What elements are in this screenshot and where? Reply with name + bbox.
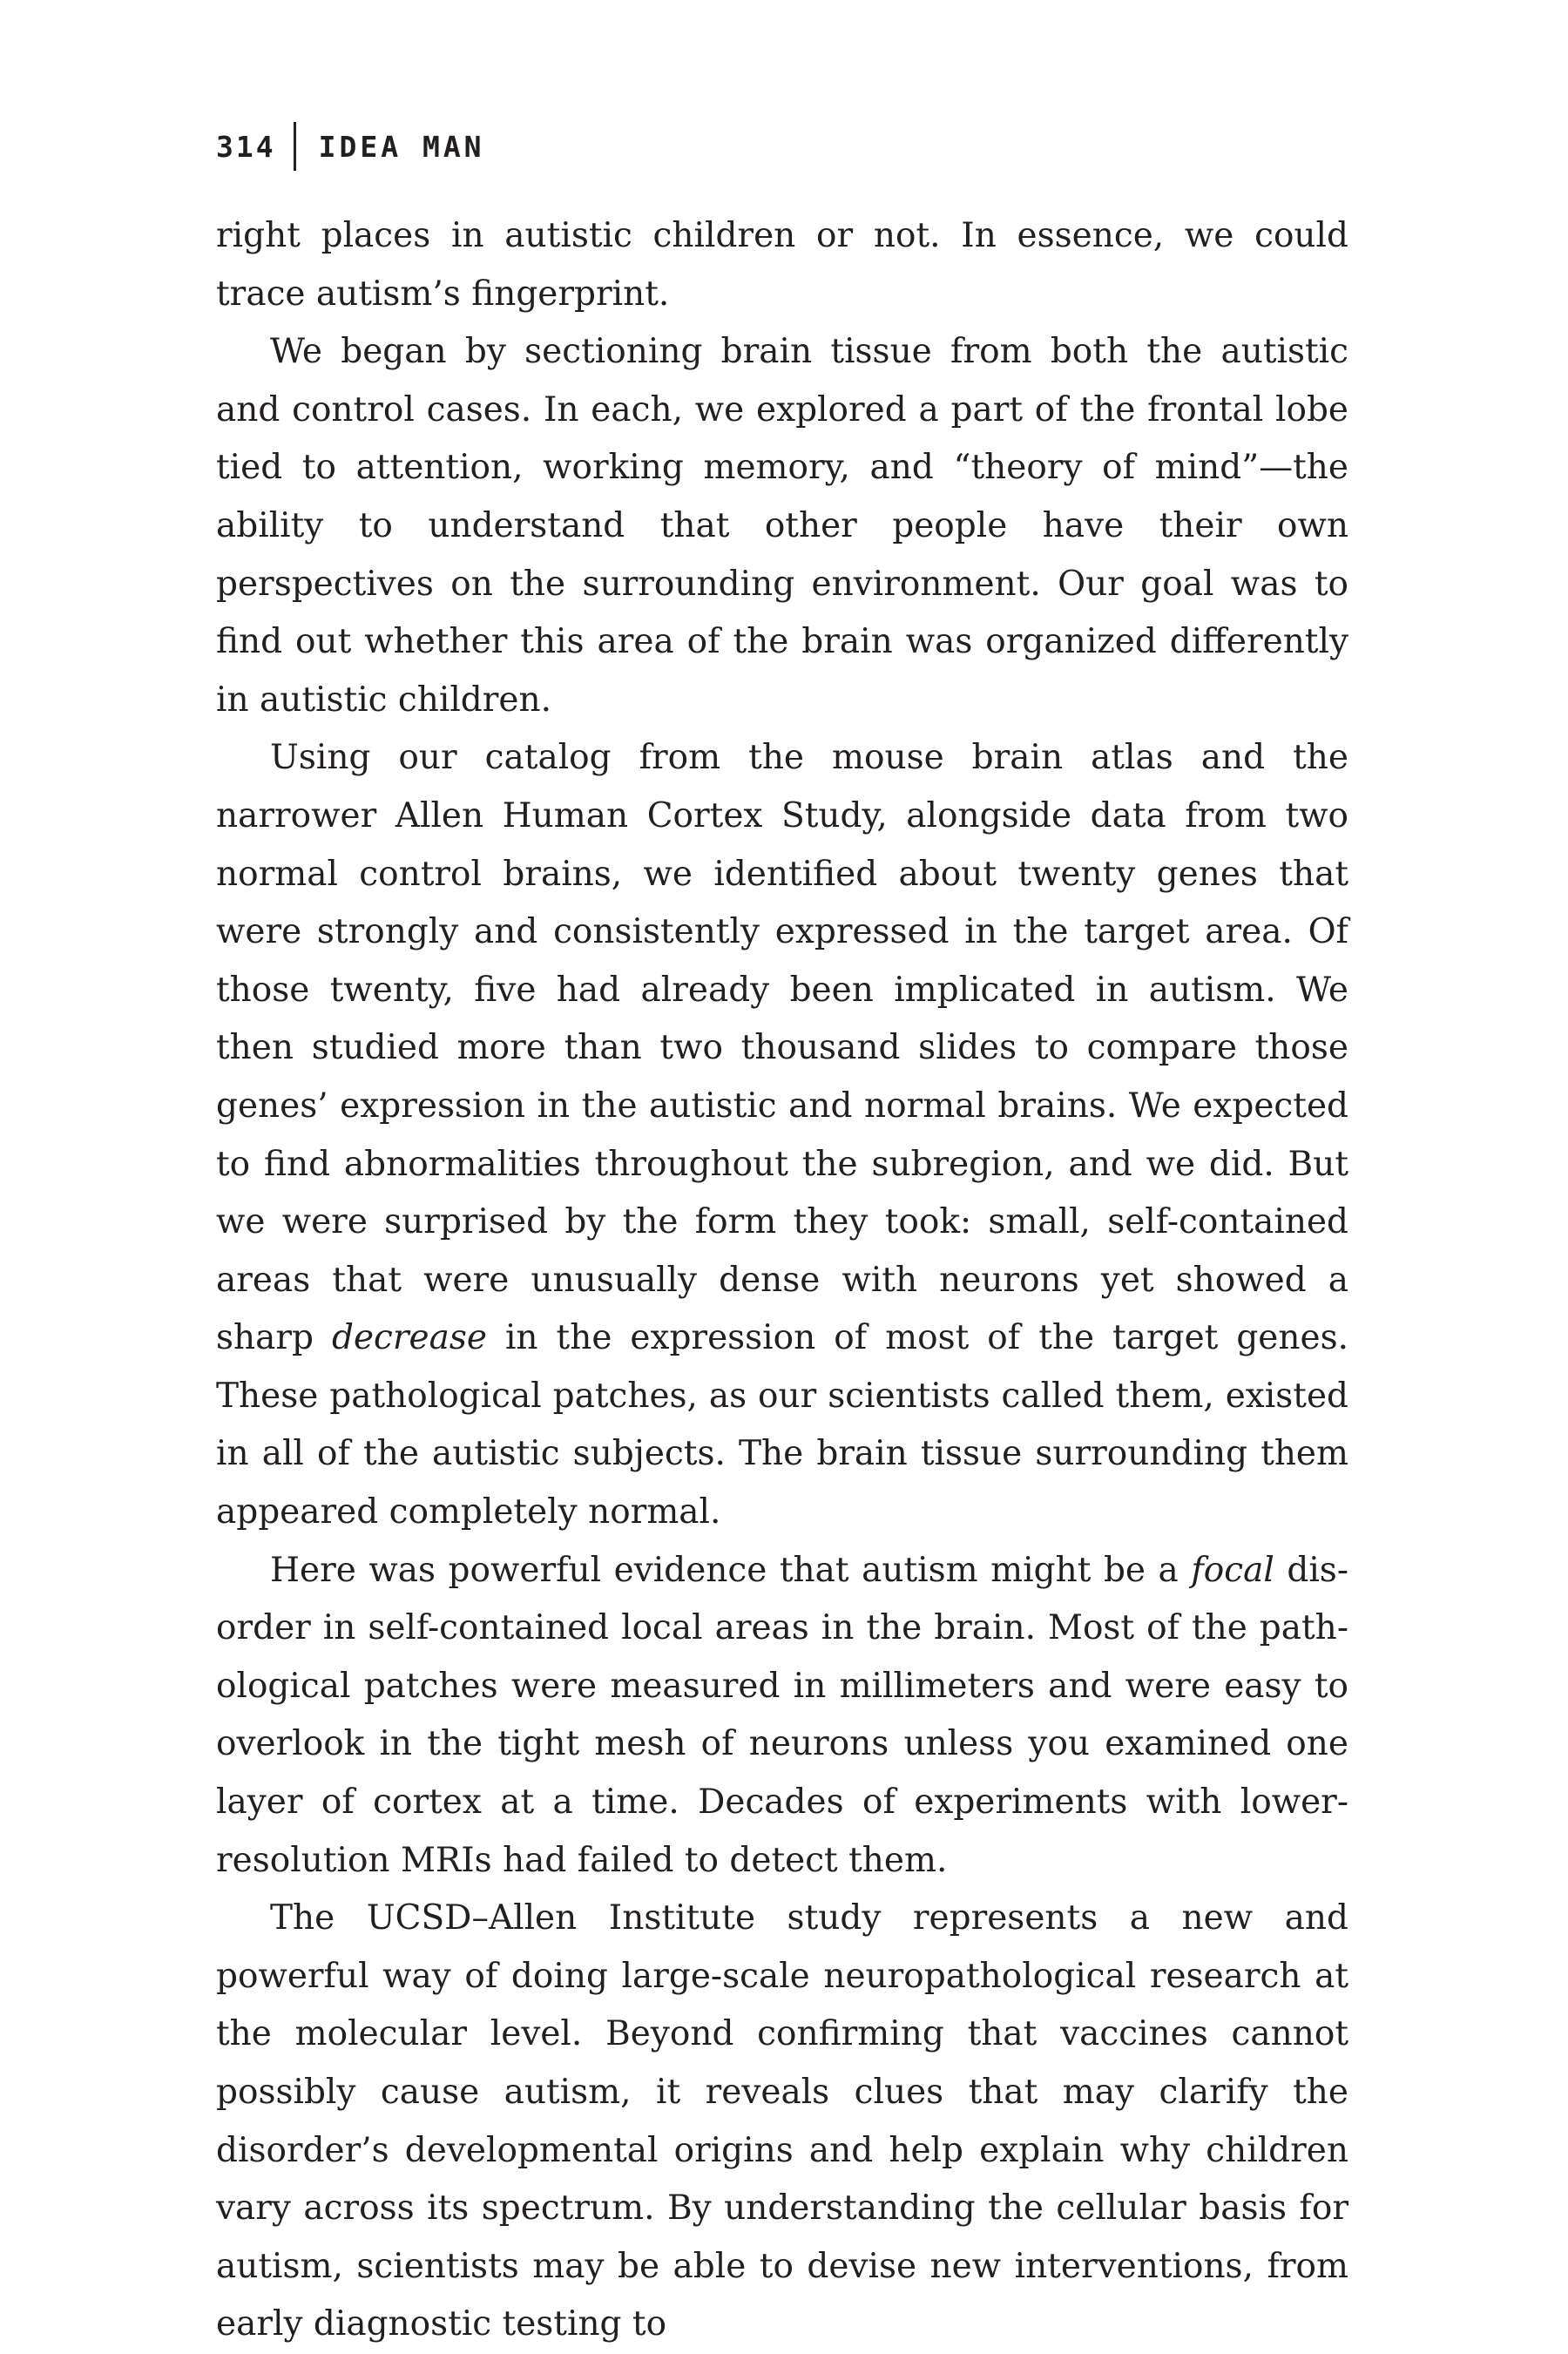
italic-segment: decrease xyxy=(331,1318,487,1358)
page-number: 314 xyxy=(216,129,276,164)
text-segment: right places in autistic children or not. In essence, we could trace autism’s fingerprint. xyxy=(216,216,1348,314)
paragraph xyxy=(216,1890,1348,2354)
book-title: IDEA MAN xyxy=(318,129,485,164)
text-segment: Here was powerful evidence that autism might be a xyxy=(270,1550,1192,1590)
text-segment: disorder in self-contained local areas in the brain. Most of the pathological patches were measured in millimeters and were easy to overlook in the tight mesh of neurons unless you examined one layer of cortex at a time. Decades of experiments with lower-resolution MRIs had failed to detect them. xyxy=(216,1550,1348,1880)
paragraph xyxy=(216,1542,1348,1891)
italic-segment: focal xyxy=(1191,1550,1274,1590)
paragraph xyxy=(216,207,1348,323)
text-segment: The UCSD–Allen Institute study represents a new and powerful way of doing large-scale neuropathological research at the molecular level. Beyond confirming that vaccines cannot possibly cause autism, it reveals clues that may clarify the disorder’s developmental origins and help explain why children vary across its spectrum. By understanding the cellular basis for autism, scientists may be able to devise new interventions, from early diagnostic testing to xyxy=(216,1898,1348,2344)
paragraph xyxy=(216,323,1348,729)
text-segment: in the expression of most of the target genes. These pathological patches, as our scientists called them, existed in all of the autistic subjects. The brain tissue surrounding them appeared completely normal. xyxy=(216,1318,1348,1532)
text-segment: Using our catalog from the mouse brain atlas and the narrower Allen Human Cortex Study, alongside data from two normal control brains, we identified about twenty genes that were strongly and consistently expressed in the target area. Of those twenty, five had already been implicated in autism. We then studied more than two thousand slides to compare those genes’ expression in the autistic and normal brains. We expected to find abnormalities throughout the subregion, and we did. But we were surprised by the form they took: small, self-contained areas that were unusually dense with neurons yet showed a sharp xyxy=(216,738,1348,1358)
text-segment: We began by sectioning brain tissue from both the autistic and control cases. In each, we explored a part of the frontal lobe tied to attention, working memory, and “theory of mind”—the ability to understand that other people have their own perspectives on the surrounding environment. Our goal was to find out whether this area of the brain was organized differently in autistic children. xyxy=(216,332,1348,720)
body-text xyxy=(216,207,1348,2354)
header-divider xyxy=(294,122,296,171)
paragraph xyxy=(216,729,1348,1541)
running-head xyxy=(216,122,485,171)
